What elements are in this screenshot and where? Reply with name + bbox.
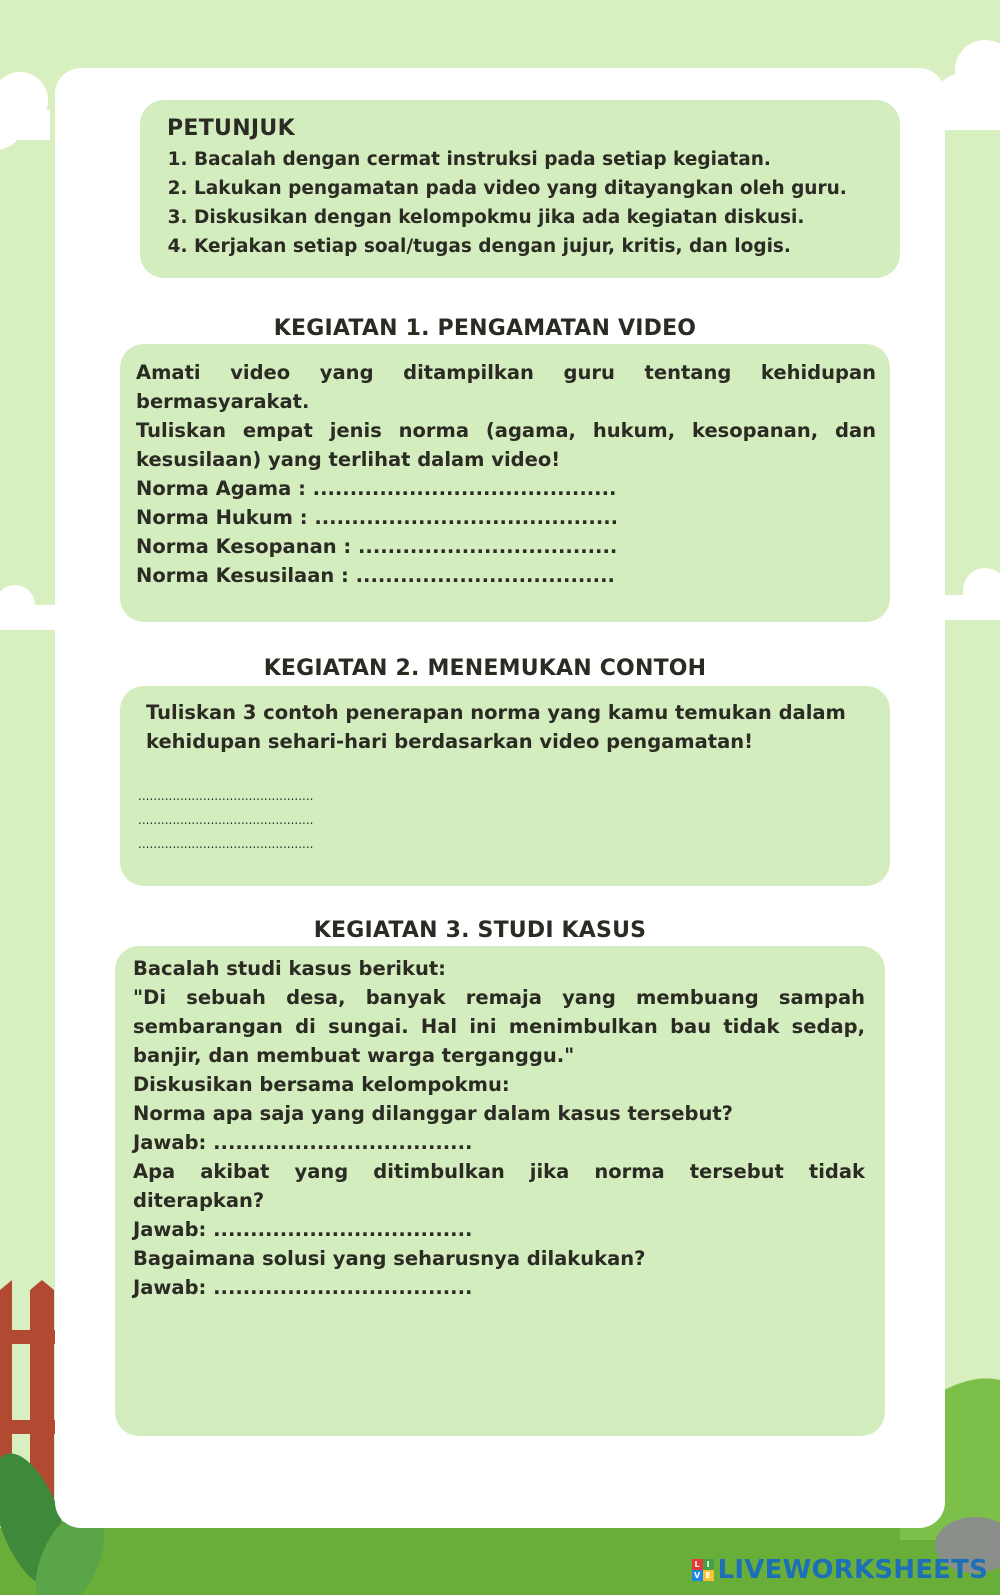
answer-line[interactable]: .............................................. — [138, 813, 314, 827]
norma-kesusilaan-line[interactable]: Norma Kesusilaan : ................................... — [136, 564, 615, 587]
question-1: Norma apa saja yang dilanggar dalam kasus tersebut? — [133, 1102, 733, 1125]
kegiatan-2-heading: KEGIATAN 2. MENEMUKAN CONTOH — [263, 656, 707, 681]
norma-hukum-line[interactable]: Norma Hukum : ......................................... — [136, 506, 619, 529]
petunjuk-title: PETUNJUK — [167, 116, 295, 141]
answer-line[interactable]: .............................................. — [138, 837, 314, 851]
answer-2[interactable]: Jawab: ................................... — [133, 1218, 473, 1241]
kegiatan-2-instruction: Tuliskan 3 contoh penerapan norma yang kamu temukan dalam kehidupan sehari-hari berdasarkan video pengamatan! — [146, 701, 846, 753]
norma-kesopanan-line[interactable]: Norma Kesopanan : ................................... — [136, 535, 618, 558]
petunjuk-item: 4. Kerjakan setiap soal/tugas dengan jujur, kritis, dan logis. — [194, 232, 878, 261]
kegiatan-1-para2: Tuliskan empat jenis norma (agama, hukum, kesopanan, dan kesusilaan) yang terlihat dalam video! — [136, 419, 876, 471]
petunjuk-box — [140, 100, 900, 278]
cloud-right-small-icon — [945, 568, 1000, 620]
kegiatan-3-box — [115, 946, 885, 1436]
petunjuk-item: 3. Diskusikan dengan kelompokmu jika ada kegiatan diskusi. — [194, 203, 878, 232]
kegiatan-3-discuss: Diskusikan bersama kelompokmu: — [133, 1073, 510, 1096]
cloud-left-small-icon — [0, 585, 55, 630]
liveworksheets-mark-icon: L I V E — [692, 1559, 714, 1581]
kegiatan-1-heading: KEGIATAN 1. PENGAMATAN VIDEO — [273, 316, 697, 341]
kegiatan-2-answer-area — [138, 784, 313, 856]
liveworksheets-logo[interactable] — [692, 1555, 988, 1585]
kegiatan-3-intro: Bacalah studi kasus berikut: — [133, 957, 446, 980]
answer-3[interactable]: Jawab: ................................... — [133, 1276, 473, 1299]
kegiatan-3-heading: KEGIATAN 3. STUDI KASUS — [313, 918, 647, 943]
answer-1[interactable]: Jawab: ................................... — [133, 1131, 473, 1154]
kegiatan-1-para1: Amati video yang ditampilkan guru tentang kehidupan bermasyarakat. — [136, 361, 876, 413]
cloud-left-icon — [0, 72, 50, 150]
norma-agama-line[interactable]: Norma Agama : ......................................... — [136, 477, 617, 500]
kegiatan-2-box — [120, 686, 890, 886]
logo-text: LIVEWORKSHEETS — [717, 1555, 988, 1585]
kegiatan-1-box — [120, 344, 890, 622]
petunjuk-item: 1. Bacalah dengan cermat instruksi pada setiap kegiatan. — [194, 145, 878, 174]
question-2: Apa akibat yang ditimbulkan jika norma tersebut tidak diterapkan? — [133, 1160, 865, 1212]
petunjuk-item: 2. Lakukan pengamatan pada video yang ditayangkan oleh guru. — [194, 174, 878, 203]
kegiatan-3-case: "Di sebuah desa, banyak remaja yang membuang sampah sembarangan di sungai. Hal ini menimbulkan bau tidak sedap, banjir, dan membuat warga terganggu." — [133, 986, 865, 1067]
petunjuk-list — [162, 145, 878, 261]
answer-line[interactable]: .............................................. — [138, 789, 314, 803]
question-3: Bagaimana solusi yang seharusnya dilakukan? — [133, 1247, 646, 1270]
